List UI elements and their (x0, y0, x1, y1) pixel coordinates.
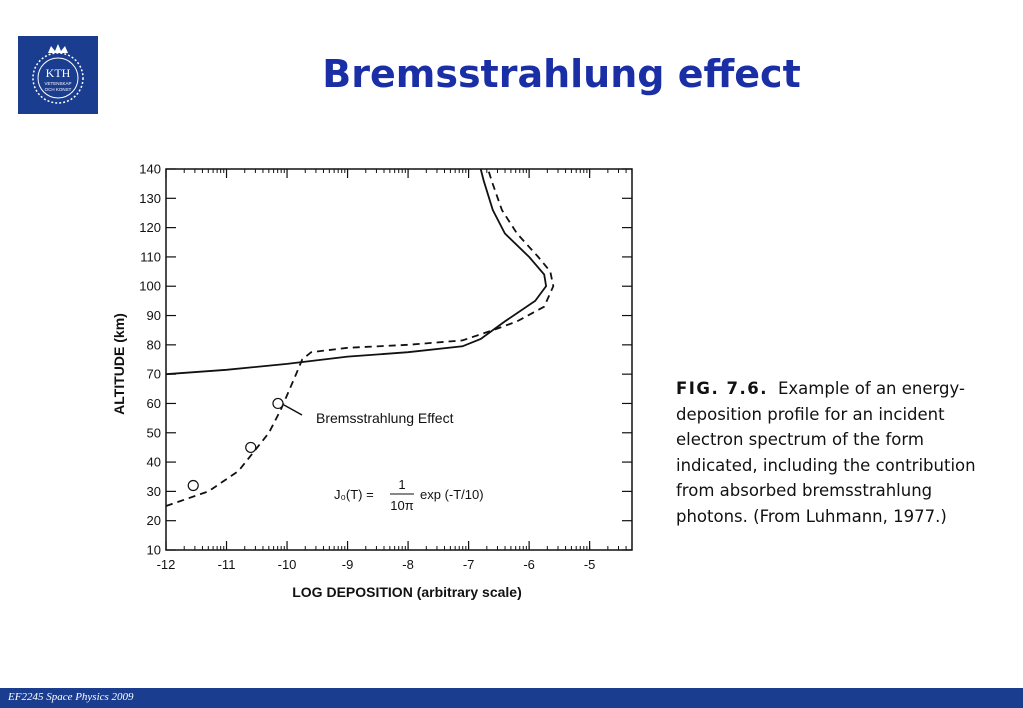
y-tick-label: 130 (139, 190, 161, 206)
plot-frame (166, 169, 632, 550)
caption-label: FIG. 7.6. (676, 379, 768, 398)
annotation-label: Bremsstrahlung Effect (316, 410, 454, 426)
x-axis-label: LOG DEPOSITION (arbitrary scale) (292, 584, 522, 600)
formula-lhs: J₀(T) = (334, 487, 374, 502)
y-tick-label: 70 (146, 366, 161, 382)
data-point-marker (273, 398, 283, 408)
slide-title: Bremsstrahlung effect (322, 52, 801, 96)
x-tick-label: -10 (277, 557, 297, 572)
y-tick-label: 50 (146, 425, 161, 441)
annotation-pointer (284, 405, 302, 415)
footer-bar (0, 688, 1023, 708)
x-tick-label: -12 (156, 557, 176, 572)
formula-rhs: exp (-T/10) (420, 487, 484, 502)
logo-line2: OCH KONST (44, 87, 72, 92)
y-tick-label: 100 (139, 278, 161, 294)
y-tick-label: 60 (146, 395, 161, 411)
data-point-marker (188, 481, 198, 491)
caption-text: Example of an energy-deposition profile for an incident electron spectrum of the form indicated, including the contribution from absorbed bremsstrahlung photons. (From Luhmann, 1977.) (676, 379, 976, 526)
y-tick-label: 80 (146, 337, 161, 353)
y-axis-label: ALTITUDE (km) (111, 313, 127, 415)
figure-caption (676, 376, 996, 529)
y-tick-label: 30 (146, 483, 161, 499)
x-tick-label: -9 (341, 557, 354, 572)
x-tick-label: -11 (217, 557, 236, 572)
logo-line1: VETENSKAP (44, 81, 72, 86)
series-solid-line (166, 169, 546, 374)
y-tick-label: 110 (140, 249, 161, 265)
y-tick-label: 20 (146, 513, 161, 529)
x-tick-label: -7 (462, 557, 475, 572)
series-dashed-line (166, 169, 553, 506)
y-tick-label: 90 (146, 308, 161, 324)
deposition-chart (100, 150, 660, 620)
y-tick-label: 140 (139, 161, 161, 177)
y-tick-label: 120 (139, 220, 161, 236)
y-tick-label: 40 (146, 454, 161, 470)
formula-den: 10π (390, 498, 414, 513)
data-point-marker (246, 442, 256, 452)
logo-text: KTH (45, 66, 71, 80)
formula-num: 1 (398, 477, 406, 492)
footer-text: EF2245 Space Physics 2009 (8, 691, 134, 703)
x-tick-label: -6 (523, 557, 535, 572)
x-tick-label: -5 (583, 557, 596, 572)
x-tick-label: -8 (402, 557, 414, 572)
y-tick-label: 10 (146, 542, 161, 558)
